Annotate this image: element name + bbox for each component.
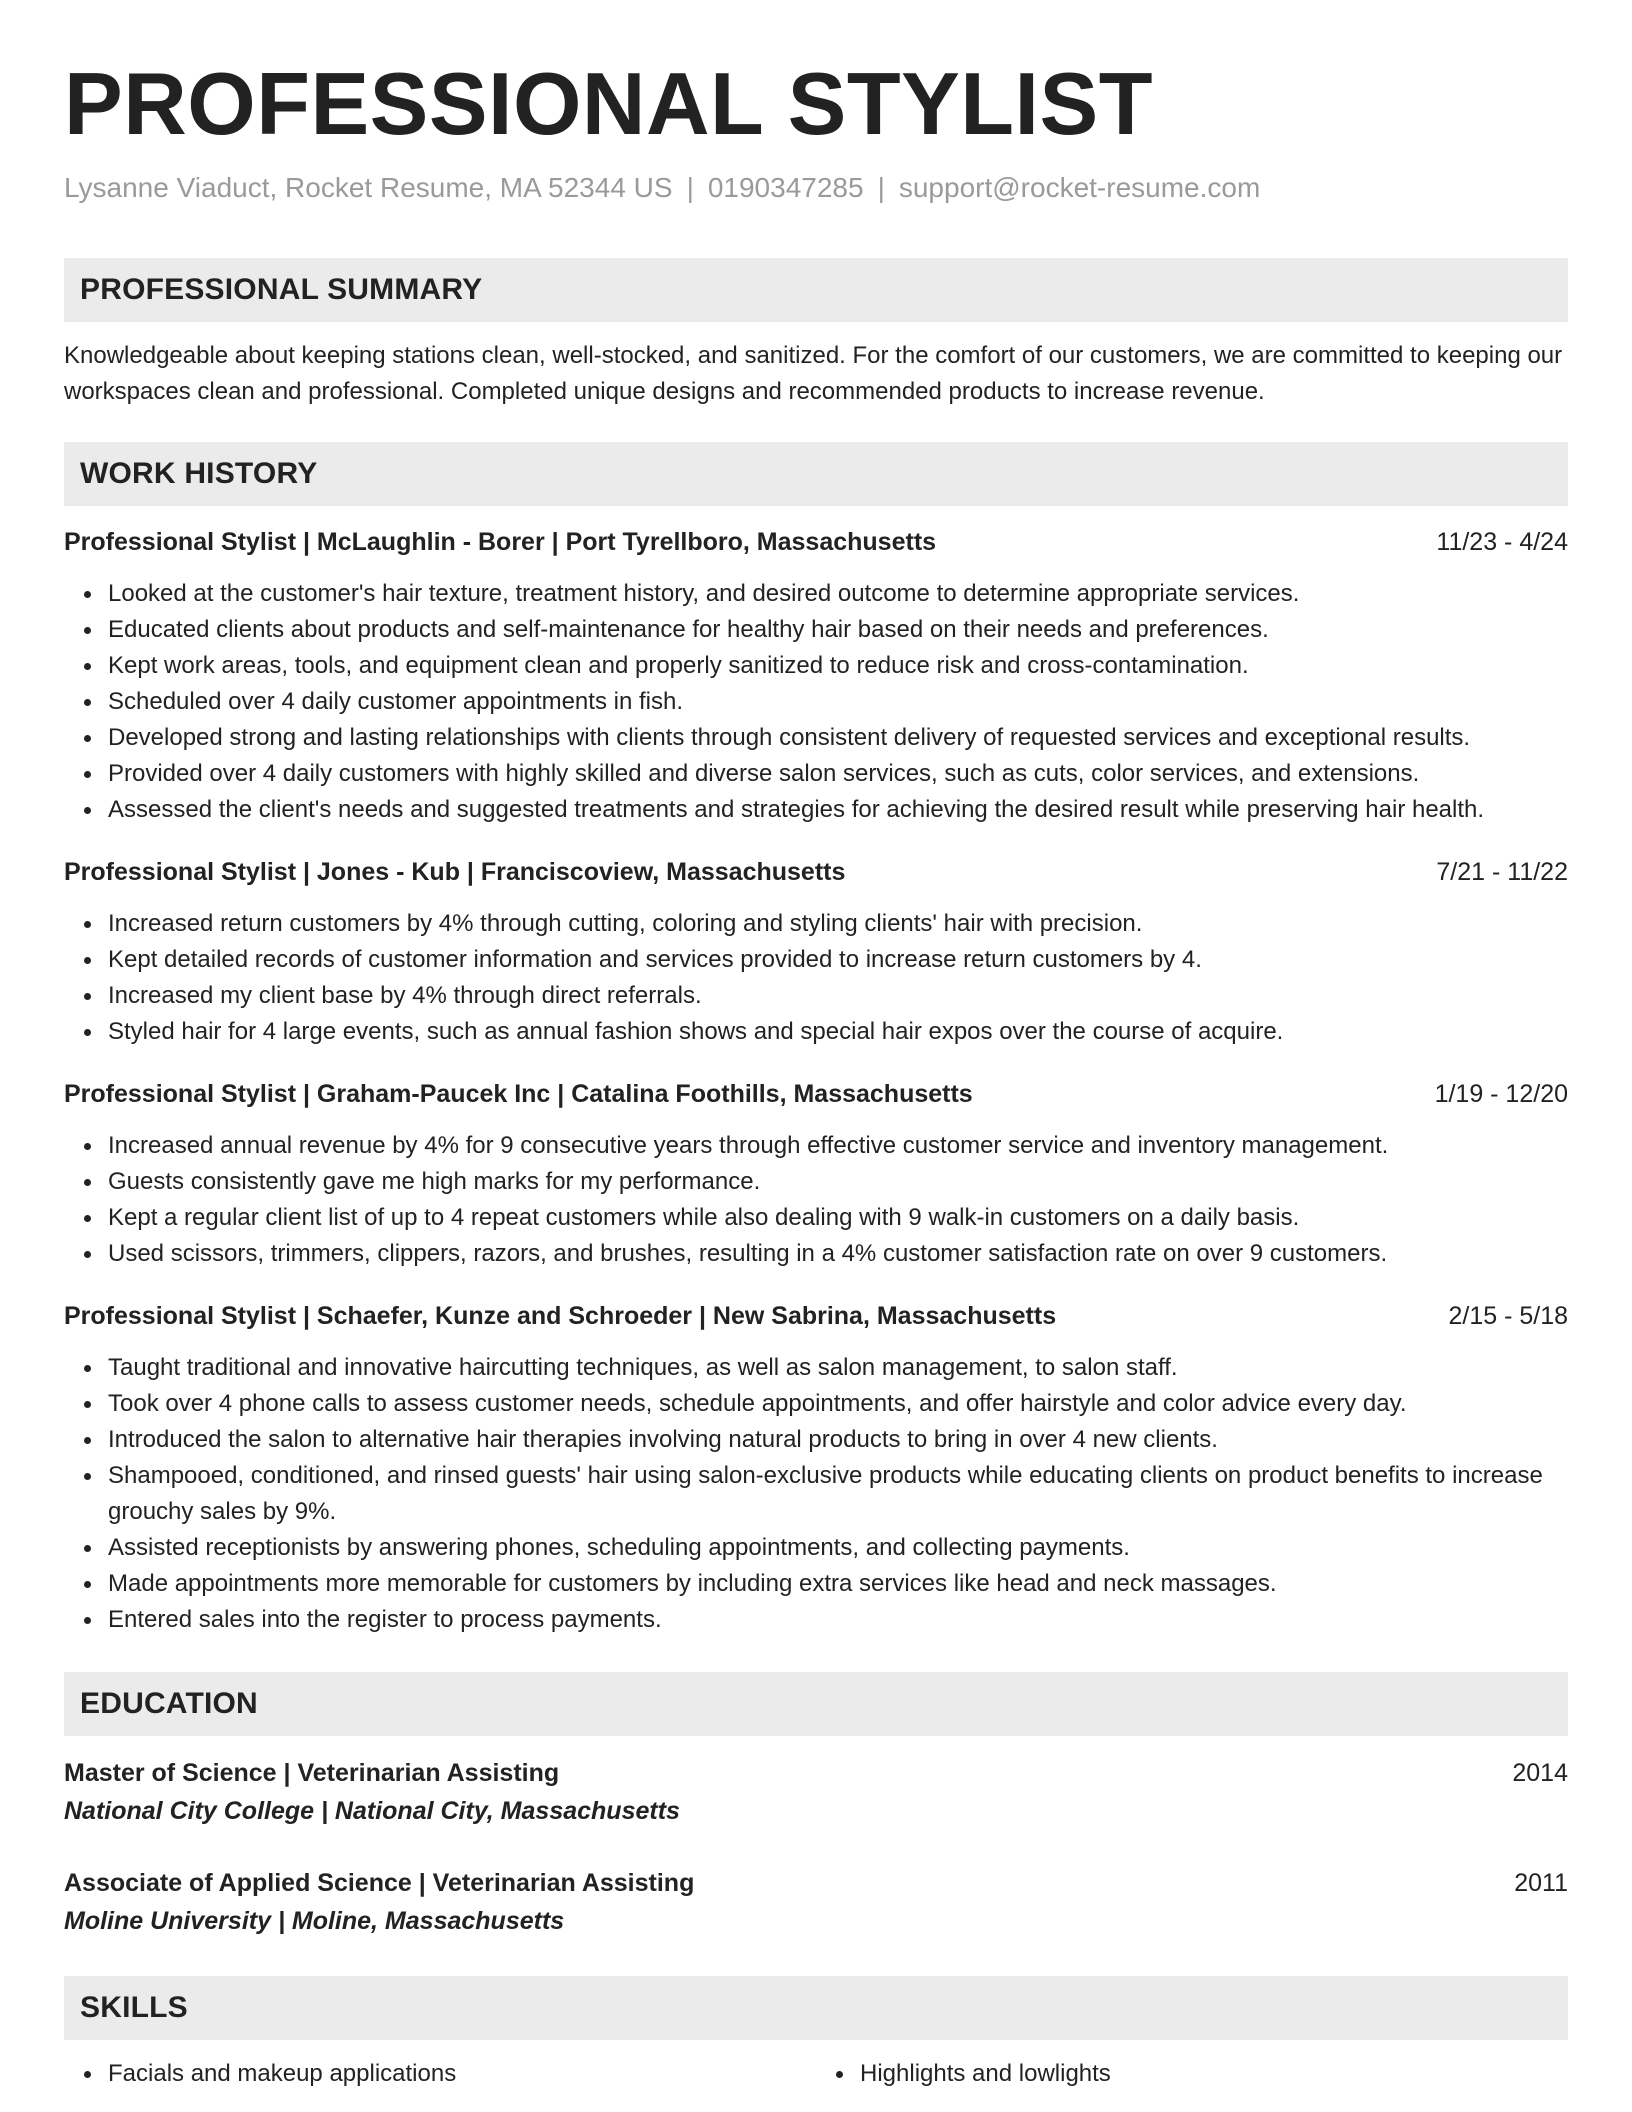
education-school: National City College | National City, Massachusetts (64, 1797, 680, 1825)
job-bullets (64, 576, 1568, 828)
job-bullet: Made appointments more memorable for customers by including extra services like head and neck massages. (108, 1566, 1568, 1602)
education-header (64, 1754, 1568, 1792)
job-dates: 2/15 - 5/18 (1448, 1302, 1568, 1330)
job-bullet: Provided over 4 daily customers with highly skilled and diverse salon services, such as cuts, color services, and extensions. (108, 756, 1568, 792)
skill-item: Highlights and lowlights (860, 2056, 1568, 2092)
education-degree: Master of Science | Veterinarian Assisting (64, 1759, 560, 1787)
job-bullet: Increased annual revenue by 4% for 9 consecutive years through effective customer service and inventory management. (108, 1128, 1568, 1164)
job-bullet: Kept a regular client list of up to 4 repeat customers while also dealing with 9 walk-in customers on a daily basis. (108, 1200, 1568, 1236)
job-bullet: Shampooed, conditioned, and rinsed guests' hair using salon-exclusive products while educating clients on product benefits to increase grouchy sales by 9%. (108, 1458, 1568, 1530)
summary-heading: PROFESSIONAL SUMMARY (64, 258, 1568, 322)
job-bullets (64, 1350, 1568, 1638)
job-entry (64, 1298, 1568, 1638)
job-entry (64, 1076, 1568, 1272)
job-dates: 1/19 - 12/20 (1434, 1080, 1568, 1108)
job-bullet: Educated clients about products and self-maintenance for healthy hair based on their needs and preferences. (108, 612, 1568, 648)
education-year: 2014 (1512, 1759, 1568, 1787)
job-bullet: Entered sales into the register to process payments. (108, 1602, 1568, 1638)
job-title: Professional Stylist | McLaughlin - Borer | Port Tyrellboro, Massachusetts (64, 528, 937, 556)
job-bullet: Used scissors, trimmers, clippers, razors, and brushes, resulting in a 4% customer satisfaction rate on over 9 customers. (108, 1236, 1568, 1272)
job-title: Professional Stylist | Schaefer, Kunze and Schroeder | New Sabrina, Massachusetts (64, 1302, 1057, 1330)
education-degree: Associate of Applied Science | Veterinarian Assisting (64, 1869, 695, 1897)
skills-list (816, 2056, 1568, 2092)
job-entry (64, 854, 1568, 1050)
summary-text (64, 338, 1568, 410)
resume-title: PROFESSIONAL STYLIST (64, 54, 1153, 153)
job-bullets (64, 906, 1568, 1050)
job-header (64, 524, 1568, 560)
contact-separator: | (877, 172, 885, 203)
contact-separator: | (686, 172, 694, 203)
job-bullet: Guests consistently gave me high marks for my performance. (108, 1164, 1568, 1200)
skills-heading: SKILLS (64, 1976, 1568, 2040)
skills-column-left (64, 2056, 816, 2092)
job-bullet: Assessed the client's needs and suggested treatments and strategies for achieving the desired result while preserving hair health. (108, 792, 1568, 828)
education-year: 2011 (1514, 1869, 1568, 1897)
job-bullet: Developed strong and lasting relationships with clients through consistent delivery of requested services and exceptional results. (108, 720, 1568, 756)
skills-column-right (816, 2056, 1568, 2092)
skill-item: Facials and makeup applications (108, 2056, 816, 2092)
job-bullet: Styled hair for 4 large events, such as annual fashion shows and special hair expos over the course of acquire. (108, 1014, 1568, 1050)
job-bullet: Kept work areas, tools, and equipment clean and properly sanitized to reduce risk and cross-contamination. (108, 648, 1568, 684)
job-header (64, 1298, 1568, 1334)
job-header (64, 1076, 1568, 1112)
education-school: Moline University | Moline, Massachusetts (64, 1907, 565, 1935)
job-bullet: Taught traditional and innovative haircutting techniques, as well as salon management, to salon staff. (108, 1350, 1568, 1386)
job-bullet: Looked at the customer's hair texture, treatment history, and desired outcome to determine appropriate services. (108, 576, 1568, 612)
job-bullets (64, 1128, 1568, 1272)
job-dates: 7/21 - 11/22 (1436, 858, 1568, 886)
summary-line-2: keeping our workspaces clean and professional. Completed unique designs and recommended products to increase revenue. (64, 342, 1563, 405)
job-title: Professional Stylist | Graham-Paucek Inc | Catalina Foothills, Massachusetts (64, 1080, 973, 1108)
education-header (64, 1864, 1568, 1902)
education-entry (64, 1864, 1568, 1940)
contact-line (64, 170, 1568, 206)
job-bullet: Kept detailed records of customer information and services provided to increase return customers by 4. (108, 942, 1568, 978)
education-entry (64, 1754, 1568, 1830)
job-bullet: Increased return customers by 4% through cutting, coloring and styling clients' hair with precision. (108, 906, 1568, 942)
skills-list (64, 2056, 816, 2092)
contact-address: Lysanne Viaduct, Rocket Resume, MA 52344 US (64, 172, 673, 203)
job-title: Professional Stylist | Jones - Kub | Franciscoview, Massachusetts (64, 858, 846, 886)
summary-line-1: Knowledgeable about keeping stations clean, well-stocked, and sanitized. For the comfort of our customers, we are committed to (64, 342, 1431, 369)
job-bullet: Assisted receptionists by answering phones, scheduling appointments, and collecting payments. (108, 1530, 1568, 1566)
job-bullet: Took over 4 phone calls to assess customer needs, schedule appointments, and offer hairstyle and color advice every day. (108, 1386, 1568, 1422)
job-bullet: Increased my client base by 4% through direct referrals. (108, 978, 1568, 1014)
skills-grid (64, 2056, 1568, 2092)
work-history-heading: WORK HISTORY (64, 442, 1568, 506)
job-bullet: Scheduled over 4 daily customer appointments in fish. (108, 684, 1568, 720)
job-entry (64, 524, 1568, 828)
job-dates: 11/23 - 4/24 (1436, 528, 1568, 556)
job-bullet: Introduced the salon to alternative hair therapies involving natural products to bring in over 4 new clients. (108, 1422, 1568, 1458)
job-header (64, 854, 1568, 890)
contact-phone: 0190347285 (707, 172, 864, 203)
contact-email: support@rocket-resume.com (898, 172, 1261, 203)
education-heading: EDUCATION (64, 1672, 1568, 1736)
